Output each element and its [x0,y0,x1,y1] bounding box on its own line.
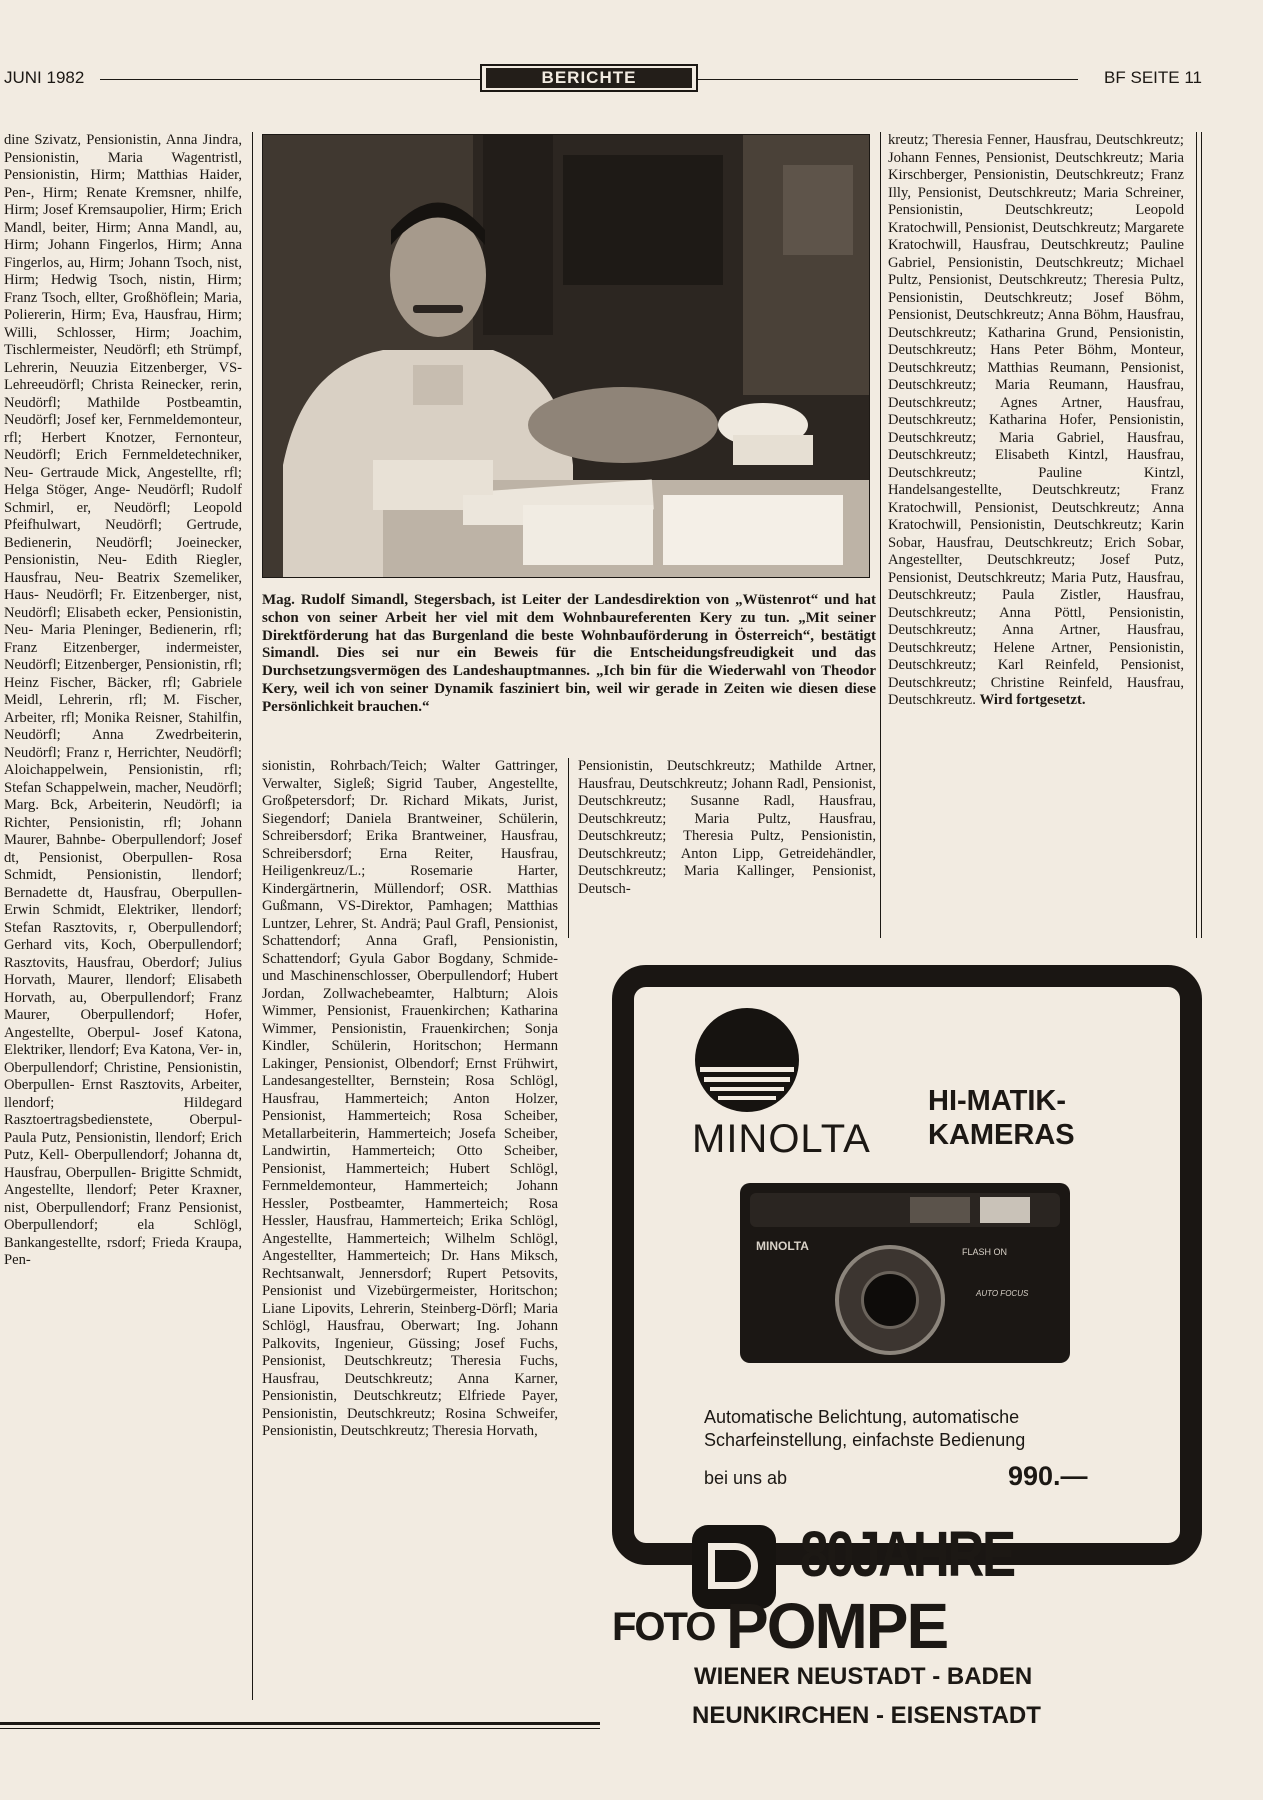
ad-headline-1: HI-MATIK- [928,1085,1066,1117]
camera-lens-glass [861,1271,919,1329]
column-divider [880,132,881,938]
section-label: BERICHTE [486,68,692,88]
foto-pompe-logo-mark [708,1543,758,1589]
minolta-advertisement [612,965,1202,1700]
shop-cities-line-1: WIENER NEUSTADT - BADEN [694,1663,1033,1690]
ad-body-line-1: Automatische Belichtung, automatische [704,1407,1020,1427]
column-4-body: kreutz; Theresia Fenner, Hausfrau, Deutschkreutz; Johann Fennes, Pensionist, Deutschkreutz; Maria Kirschberger, Pensionistin, Deutschkreutz; Franz Illy, Pensionist, Deutschkreutz; Maria Schreiner, Pensionistin, Deutschkreutz; Leopold Kratochwill, Pensionist, Deutschkreutz; Margarete Kratochwill, Hausfrau, Deutschkreutz; Pauline Gabriel, Pensionistin, Deutschkreutz; Michael Pultz, Pensionist, Deutschkreutz; Theresia Pultz, Pensionistin, Deutschkreutz; Josef Böhm, Pensionist, Deutschkreutz; Anna Böhm, Hausfrau, Deutschkreutz; Katharina Grund, Pensionistin, Deutschkreutz; Hans Peter Böhm, Monteur, Deutschkreutz; Matthias Reumann, Pensionist, Deutschkreutz; Maria Reumann, Hausfrau, Deutschkreutz; Agnes Artner, Hausfrau, Deutschkreutz; Katharina Hofer, Pensionistin, Deutschkreutz; Maria Gabriel, Hausfrau, Deutschkreutz; Elisabeth Kintzl, Hausfrau, Deutschkreutz; Pauline Kintzl, Handelsangestellte, Deutschkreutz; Franz Kratochwill, Pensionist, Deutschkreutz; Anna Kratochwill, Pensionistin, Deutschkreutz; Karin Sobar, Hausfrau, Deutschkreutz; Erich Sobar, Angestellter, Deutschkreutz; Josef Putz, Pensionist, Deutschkreutz; Maria Putz, Hausfrau, Deutschkreutz; Paula Zistler, Hausfrau, Deutschkreutz; Anna Pöttl, Pensionistin, Deutschkreutz; Anna Artner, Hausfrau, Deutschkreutz; Helene Artner, Pensionistin, Deutschkreutz; Karl Reinfeld, Pensionist, Deutschkreutz; Christine Reinfeld, Hausfrau, Deutschkreutz. [888,132,1184,708]
header-rule-left [100,79,480,80]
page-right-rule [1196,132,1197,938]
camera-brand-label: MINOLTA [756,1239,809,1253]
column-divider [252,132,253,1700]
shop-name-pompe: POMPE [726,1590,948,1662]
photo-illustration [263,135,870,578]
continued-note: Wird fortgesetzt. [979,692,1086,708]
header-rule-right [698,79,1078,80]
minolta-wordmark: MINOLTA [692,1117,871,1161]
ad-headline-2: KAMERAS [928,1119,1075,1151]
camera-viewfinder [910,1197,970,1223]
page-right-rule [1201,132,1202,938]
ad-price-prefix: bei uns ab [704,1468,788,1488]
page-number: BF SEITE 11 [1104,68,1202,87]
bottom-rule-thin [0,1728,600,1729]
shop-cities-line-2: NEUNKIRCHEN - EISENSTADT [692,1702,1041,1729]
column-3 [578,758,876,938]
section-label-box [480,64,698,92]
column-2 [262,758,558,1703]
column-2-text: sionistin, Rohrbach/Teich; Walter Gattringer, Verwalter, Sigleß; Sigrid Tauber, Angestellte, Großpetersdorf; Dr. Richard Mikats, Jurist, Siegendorf; Daniela Brantweiner, Schülerin, Schreibersdorf; Erika Brantweiner, Hausfrau, Schreibersdorf; Erna Reiter, Hausfrau, Heiligenkreuz/L.; Rosemarie Harter, Kindergärtnerin, Müllendorf; OSR. Matthias Gußmann, VS-Direktor, Pamhagen; Matthias Luntzer, Lehrer, St. Andrä; Paul Grafl, Pensionist, Schattendorf; Anna Grafl, Pensionistin, Schattendorf; Gyula Gabor Bogdany, Schmide- und Maschinenschlosser, Oberpullendorf; Hubert Jordan, Zollwachebeamter, Halbturn; Alois Wimmer, Pensionist, Frauenkirchen; Katharina Wimmer, Pensionistin, Frauenkirchen; Sonja Kindler, Schülerin, Horitschon; Hermann Lakinger, Pensionist, Olbendorf; Ernst Frühwirt, Landesangestellter, Bernstein; Rosa Schlögl, Hausfrau, Hammerteich; Anton Holzer, Pensionist, Hammerteich; Rosa Scheiber, Metallarbeiterin, Hammerteich; Josefa Scheiber, Landwirtin, Hammerteich; Otto Scheiber, Pensionist, Hammerteich; Hubert Schlögl, Fernmeldemonteur, Hammerteich; Johann Hessler, Postbeamter, Hammerteich; Rosa Hessler, Hausfrau, Hammerteich; Erika Schlögl, Angestellte, Hammerteich; Wilhelm Schlögl, Angestellter, Hammerteich; Dr. Hans Miksch, Rechtsanwalt, Jennersdorf; Rupert Petsovits, Pensionist und Vizebürgermeister, Horitschon; Liane Lipovits, Lehrerin, Steinberg-Dörfl; Maria Schlögl, Hausfrau, Oberwart; Ing. Johann Palkovits, Ingenieur, Güssing; Josef Fuchs, Pensionist, Deutschkreutz; Theresia Fuchs, Hausfrau, Deutschkreutz; Anna Karner, Pensionistin, Deutschkreutz; Elfriede Payer, Pensionistin, Deutschkreutz; Rosina Schweifer, Pensionistin, Deutschkreutz; Theresia Horvath, [262,758,558,1439]
camera-autofocus-label: AUTO FOCUS [976,1289,1029,1298]
camera-lens [835,1245,945,1355]
ad-body-line-2: Scharfeinstellung, einfachste Bedienung [704,1430,1026,1450]
anniversary-label: 80JAHRE [800,1518,1014,1590]
issue-date: JUNI 1982 [4,68,85,87]
column-1-text: dine Szivatz, Pensionistin, Anna Jindra, Pensionistin, Maria Wagentristl, Pensionistin, Hirm; Matthias Haider, Pen-, Hirm; Renate Kremsner, nhilfe, Hirm; Josef Kremsaupolier, Hirm; Erich Mandl, beiter, Hirm; Anna Mandl, au, Hirm; Johann Fingerlos, Hirm; Anna Fingerlos, au, Hirm; Johann Tsoch, nist, Hirm; Hedwig Tsoch, nistin, Hirm; Franz Tsoch, ellter, Großhöflein; Maria, Poliererin, Hirm; Eva, Hausfrau, Hirm; Willi, Schlosser, Hirm; Joachim, Tischlermeister, Neudörfl; eth Strümpf, Lehrerin, Neuuzia Eitzenberger, VS-Lehreeudörfl; Christa Reinecker, rerin, Neudörfl; Mathilde Postbeamtin, Neudörfl; Josef ker, Fernmeldemonteur, rfl; Herbert Knotzer, Fernonteur, Neudörfl; Erich Fernmeldetechniker, Neu- Gertraude Mick, Angestellte, rfl; Helga Stöger, Ange- Neudörfl; Rudolf Schmirl, er, Neudörfl; Leopold Pfeifhulwart, Neudörfl; Gertrude, Bedienerin, Neudörfl; Joeinecker, Pensionistin, Neu- Edith Riegler, Hausfrau, Neu- Beatrix Szemeliker, Haus- Neudörfl; Fr. Eitzenberger, nist, Neudörfl; Elisabeth ecker, Pensionistin, Neu- Maria Pleninger, Bedienerin, rfl; Franz Eitzenberger, indermeister, Neudörfl; Eitzenberger, Pensionistin, rfl; Heinz Fischer, Bäcker, rfl; Gabriele Meidl, Lehrerin, rfl; M. Fischer, Arbeiter, rfl; Monika Reisner, Stahilfin, Neudörfl; Anna Zwedrbeiterin, Neudörfl; Franz r, Herrichter, Neudörfl; Aloichappelwein, Pensionistin, rfl; Stefan Schappelwein, macher, Neudörfl; Marg. Bck, Arbeiterin, Neudörfl; ia Richter, Pensionistin, rfl; Johann Maurer, Bahnbe- Oberpullendorf; Josef dt, Pensionist, Oberpullen- Rosa Schmidt, Pensionistin, llendorf; Bernadette dt, Hausfrau, Oberpullen- Erwin Schmidt, Elektriker, llendorf; Stefan Rasztovits, r, Oberpullendorf; Gerhard vits, Koch, Oberpullendorf; Rasztovits, Hausfrau, Oberdorf; Julius Horvath, Maurer, llendorf; Elisabeth Horvath, au, Oberpullendorf; Franz Maurer, Oberpullendorf; Hofer, Angestellte, Oberpul- Josef Katona, Elektriker, llendorf; Eva Katona, Ver- in, Oberpullendorf; Christine, Pensionistin, Oberpullen- Ernst Rasztovits, Arbeiter, llendorf; Hildegard Rasztoertragsbedienstete, Oberpul- Paula Putz, Pensionistin, llendorf; Erich Putz, Kell- Oberpullendorf; Johanna dt, Hausfrau, Oberpullen- Brigitte Schmidt, Angestellte, llendorf; Peter Kraxner, nist, Oberpullendorf; Franz Pensionist, Oberpullendorf; ela Schlögl, Bankangestellte, rsdorf; Frieda Kraupa, Pen- [4,132,242,1268]
camera-flash-window [980,1197,1030,1223]
caption-text: Mag. Rudolf Simandl, Stegersbach, ist Leiter der Landesdirektion von „Wüstenrot“ und hat schon von seiner Arbeit her viel mit dem Wohnbaureferenten Kery zu tun. „Mit seiner Direktförderung hat das Burgenland die beste Wohnbauförderung in Österreich“, bestätigt Simandl. Dies sei nur ein Beweis für die Entscheidungsfreudigkeit und das Durchsetzungsvermögen des Landeshauptmannes. „Ich bin für die Wiederwahl von Theodor Kery, weil ich von seiner Dynamik fasziniert bin, weil wir gerade in Zeiten wie diesen diese Persönlichkeit brauchen.“ [262,592,876,715]
column-4-text [888,132,1184,710]
ad-price: 990.— [1008,1461,1088,1491]
photo-caption [262,592,876,717]
portrait-photo [262,134,870,578]
page-header [0,64,1212,94]
shop-name-foto: FOTO [612,1605,715,1649]
column-divider [568,758,569,938]
camera-illustration [740,1183,1070,1363]
column-1 [4,132,242,1700]
minolta-logo-icon [692,1005,802,1115]
bottom-rule [0,1722,600,1725]
camera-flash-label: FLASH ON [962,1247,1008,1257]
column-4 [888,132,1184,938]
column-3-text: Pensionistin, Deutschkreutz; Mathilde Artner, Hausfrau, Deutschkreutz; Johann Radl, Pensionist, Deutschkreutz; Susanne Radl, Hausfrau, Deutschkreutz; Maria Pultz, Hausfrau, Deutschkreutz; Theresia Pultz, Pensionistin, Deutschkreutz; Anton Lipp, Getreidehändler, Deutschkreutz; Maria Kallinger, Pensionist, Deutsch- [578,758,876,897]
